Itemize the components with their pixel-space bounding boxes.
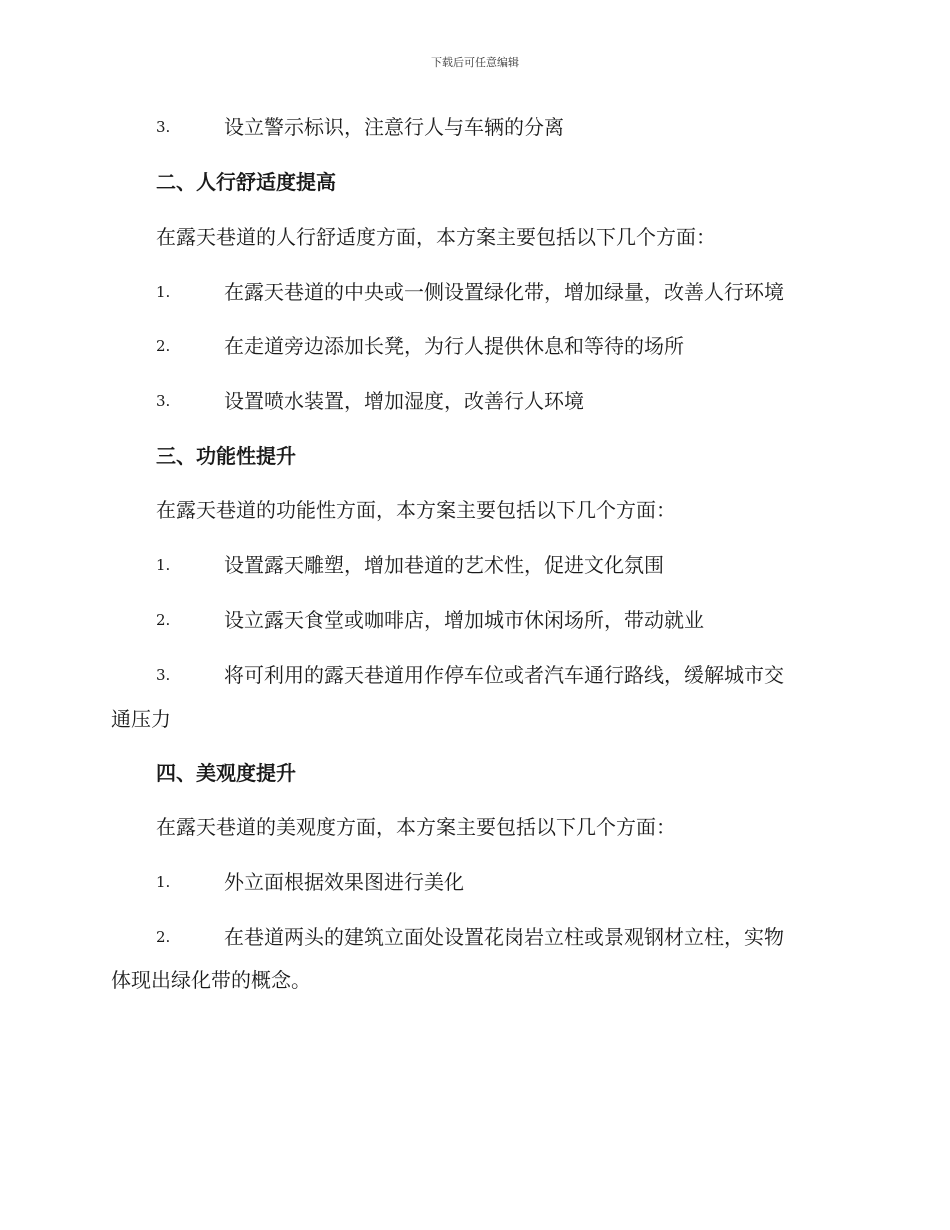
list-number: 1. <box>156 873 171 891</box>
list-number: 1. <box>156 556 171 574</box>
list-number: 2. <box>156 337 171 355</box>
list-item-text: 设立露天食堂或咖啡店，增加城市休闲场所，带动就业 <box>224 608 704 632</box>
list-item-text: 设置露天雕塑，增加巷道的艺术性，促进文化氛围 <box>224 553 664 577</box>
list-item-text: 设置喷水装置，增加湿度，改善行人环境 <box>224 389 584 413</box>
section-heading: 三、功能性提升 <box>156 444 296 468</box>
paragraph: 在露天巷道的功能性方面，本方案主要包括以下几个方面： <box>156 498 676 522</box>
list-number: 3. <box>156 118 171 136</box>
list-item-text: 在走道旁边添加长凳，为行人提供休息和等待的场所 <box>224 334 684 358</box>
list-item-text: 在露天巷道的中央或一侧设置绿化带，增加绿量，改善人行环境 <box>224 280 784 304</box>
section-heading: 二、人行舒适度提高 <box>156 170 336 194</box>
list-number: 2. <box>156 611 171 629</box>
page-header: 下载后可任意编辑 <box>431 56 519 69</box>
list-item-continuation: 通压力 <box>111 707 171 731</box>
list-number: 3. <box>156 392 171 410</box>
paragraph: 在露天巷道的人行舒适度方面，本方案主要包括以下几个方面： <box>156 225 716 249</box>
paragraph: 在露天巷道的美观度方面，本方案主要包括以下几个方面： <box>156 815 676 839</box>
list-number: 2. <box>156 928 171 946</box>
list-item-text: 外立面根据效果图进行美化 <box>224 870 464 894</box>
list-item-text: 在巷道两头的建筑立面处设置花岗岩立柱或景观钢材立柱，实物 <box>224 925 784 949</box>
list-item-text: 将可利用的露天巷道用作停车位或者汽车通行路线，缓解城市交 <box>224 663 784 687</box>
list-item-text: 设立警示标识，注意行人与车辆的分离 <box>224 115 564 139</box>
section-heading: 四、美观度提升 <box>156 761 296 785</box>
list-item-continuation: 体现出绿化带的概念。 <box>111 968 311 992</box>
list-number: 3. <box>156 666 171 684</box>
list-number: 1. <box>156 283 171 301</box>
